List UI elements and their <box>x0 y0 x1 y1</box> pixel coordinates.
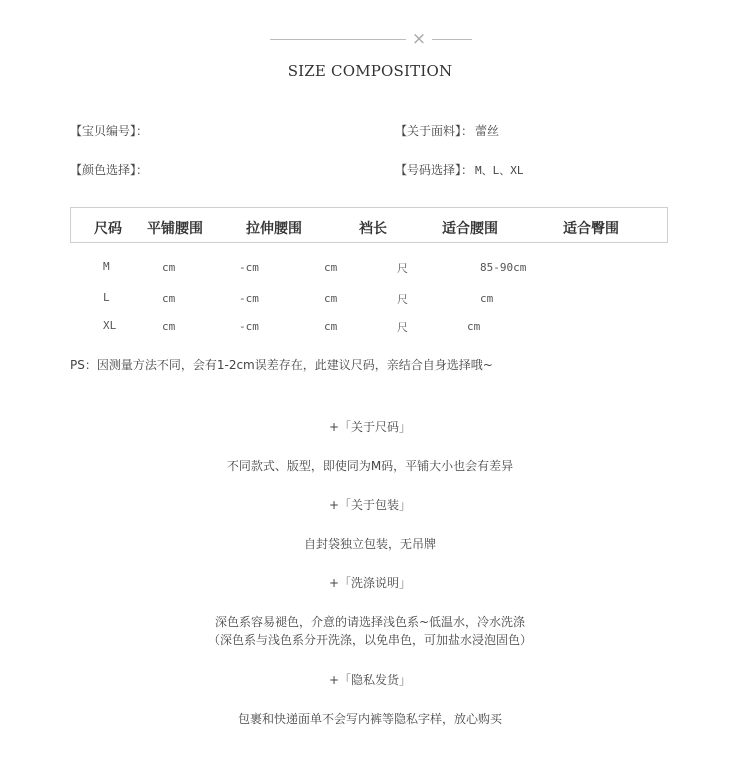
cell-fit-waist: 尺 <box>397 321 408 334</box>
title-divider-left <box>270 39 406 40</box>
cell-stretch-waist: -cm <box>239 292 259 305</box>
cell-rise: cm <box>324 320 338 333</box>
cell-size: M <box>103 260 110 273</box>
cell-stretch-waist: -cm <box>239 320 259 333</box>
cell-flat-waist: cm <box>162 261 176 274</box>
size-option-label: 【号码选择】： <box>395 163 474 177</box>
size-option-value: M、L、XL <box>475 164 524 177</box>
section-text-packaging: 自封袋独立包装，无吊牌 <box>303 537 436 551</box>
section-heading-privacy: +「隐私发货」 <box>328 673 412 687</box>
column-header-size: 尺码 <box>94 221 122 237</box>
cell-stretch-waist: -cm <box>239 261 259 274</box>
measurement-note: PS：因测量方法不同，会有1-2cm误差存在，此建议尺码，亲结合自身选择哦~ <box>70 358 493 372</box>
fabric-label: 【关于面料】： <box>395 124 474 138</box>
cell-fit-waist: 尺 <box>397 262 408 275</box>
section-heading-washing: +「洗涤说明」 <box>328 576 412 590</box>
cell-fit-hip: cm <box>467 320 481 333</box>
cell-rise: cm <box>324 292 338 305</box>
item-number-info <box>70 122 150 139</box>
cell-fit-waist: 尺 <box>397 293 408 306</box>
item-number-label: 【宝贝编号】： <box>70 124 149 138</box>
cell-size: L <box>103 291 110 304</box>
cell-flat-waist: cm <box>162 320 176 333</box>
column-header-fit-hip: 适合臀围 <box>563 221 619 237</box>
section-text-washing-1: 深色系容易褪色，介意的请选择浅色系~低温水，冷水洗涤 <box>214 615 526 629</box>
section-heading-packaging: +「关于包装」 <box>328 498 412 512</box>
cell-size: XL <box>103 319 117 332</box>
column-header-stretch-waist: 拉伸腰围 <box>246 221 302 237</box>
cell-fit-hip: 85-90cm <box>480 261 527 274</box>
size-option-info <box>395 161 524 178</box>
cell-flat-waist: cm <box>162 292 176 305</box>
section-heading-size: +「关于尺码」 <box>328 420 412 434</box>
color-label: 【颜色选择】： <box>70 163 149 177</box>
section-text-washing-2: （深色系与浅色系分开洗涤，以免串色，可加盐水浸泡固色） <box>207 633 532 647</box>
cell-rise: cm <box>324 261 338 274</box>
column-header-fit-waist: 适合腰围 <box>442 221 498 237</box>
close-icon: × <box>411 29 427 49</box>
column-header-flat-waist: 平铺腰围 <box>147 221 203 237</box>
color-info <box>70 161 150 178</box>
cell-fit-hip: cm <box>480 292 494 305</box>
column-header-rise: 裆长 <box>359 221 387 237</box>
title-divider-right <box>432 39 472 40</box>
page-title: SIZE COMPOSITION <box>287 62 453 80</box>
fabric-value: 蕾丝 <box>475 124 500 138</box>
fabric-info <box>395 122 499 139</box>
section-text-size: 不同款式、版型，即使同为M码，平铺大小也会有差异 <box>226 459 514 473</box>
section-text-privacy: 包裹和快递面单不会写内裤等隐私字样，放心购买 <box>237 712 502 726</box>
